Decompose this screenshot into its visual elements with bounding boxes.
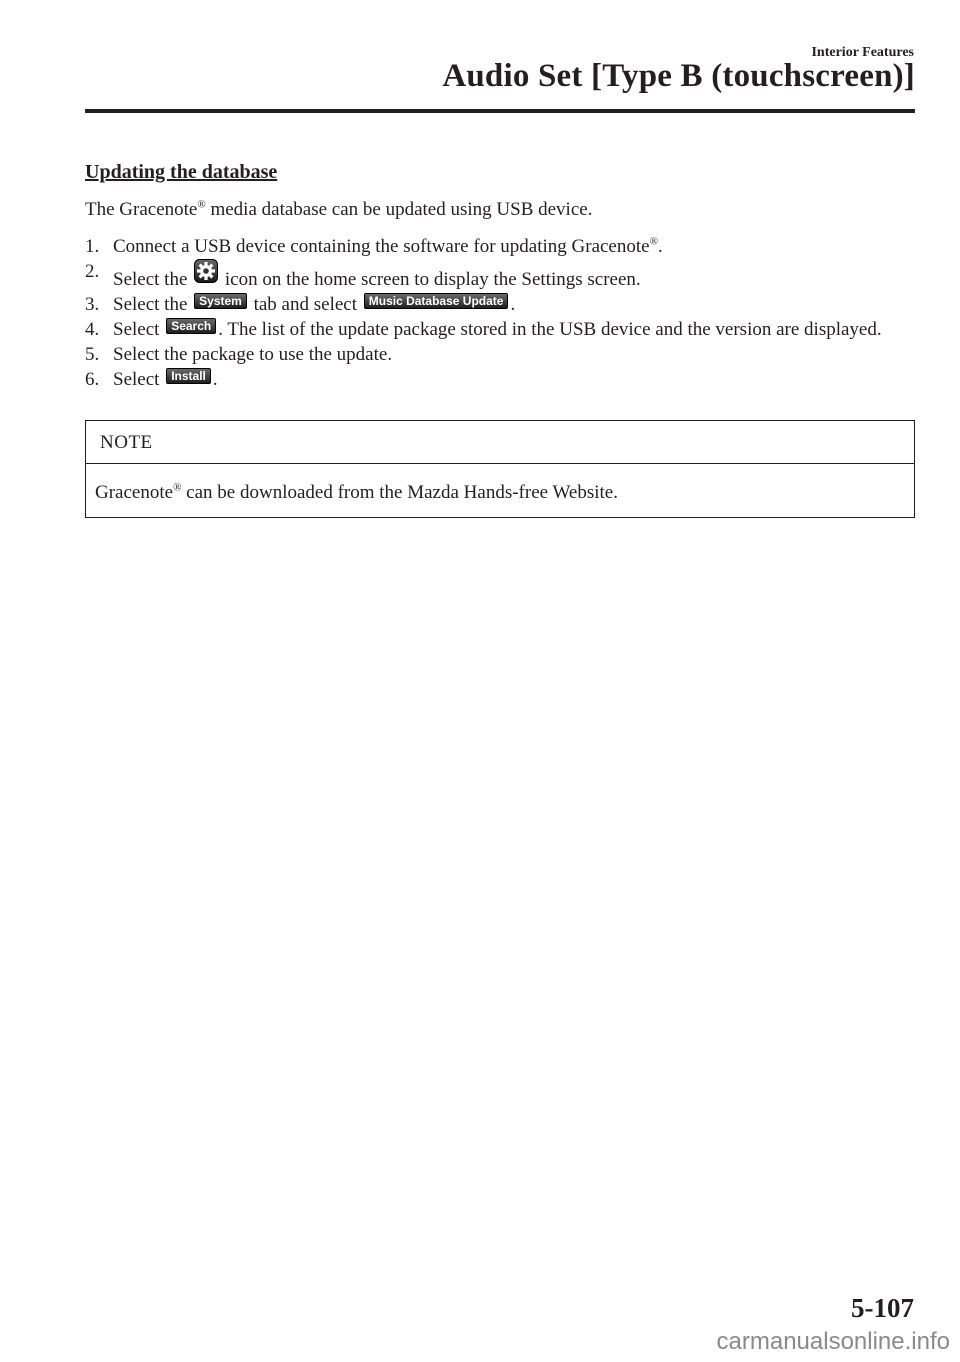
step-text-end: icon on the home screen to display the Settings screen. (220, 269, 641, 290)
gear-icon (194, 259, 218, 283)
step-number: 3. (85, 294, 100, 315)
watermark: carmanualsonline.info (716, 1328, 950, 1355)
step-item (85, 234, 915, 259)
note-text-end: can be downloaded from the Mazda Hands-free Website. (181, 482, 618, 503)
step-text: Select (113, 369, 165, 390)
step-number: 2. (85, 261, 100, 282)
note-heading: NOTE (86, 421, 914, 464)
search-button: Search (166, 318, 216, 334)
step-number: 6. (85, 369, 100, 390)
step-text-end: . (212, 369, 218, 390)
steps-list (85, 234, 915, 392)
step-number: 5. (85, 344, 100, 365)
page-number: 5-107 (851, 1293, 914, 1323)
subheading: Updating the database (85, 161, 278, 183)
step-item (85, 342, 915, 367)
step-item (85, 259, 915, 292)
step-number: 4. (85, 319, 100, 340)
intro-paragraph (85, 197, 915, 222)
registered-mark: ® (197, 198, 206, 211)
page-title: Audio Set [Type B (touchscreen)] (442, 58, 915, 94)
main-content (85, 160, 915, 518)
step-text: Select the package to use the update. (113, 344, 393, 365)
music-database-update-button: Music Database Update (364, 293, 509, 309)
registered-mark: ® (649, 235, 658, 248)
step-number: 1. (85, 236, 100, 257)
step-text: Select (113, 319, 165, 340)
step-text: Select the (113, 294, 193, 315)
system-tab-button: System (194, 293, 247, 309)
step-text: Connect a USB device containing the software for updating Gracenote (113, 236, 650, 257)
note-box (85, 420, 915, 518)
step-text-end: . The list of the update package stored in the USB device and the version are displayed. (218, 319, 882, 340)
step-text-mid: tab and select (248, 294, 362, 315)
step-item (85, 292, 915, 317)
registered-mark: ® (173, 481, 182, 494)
section-label: Interior Features (811, 45, 914, 60)
intro-text-end: media database can be updated using USB device. (205, 199, 593, 220)
note-text-start: Gracenote (95, 482, 174, 503)
note-text (86, 464, 914, 517)
step-text: Select the (113, 269, 193, 290)
header-rule (85, 109, 915, 113)
intro-text: The Gracenote (85, 199, 198, 220)
install-button: Install (166, 368, 211, 384)
step-text-end: . (657, 236, 663, 257)
step-text-end: . (510, 294, 516, 315)
step-item (85, 367, 915, 392)
step-item (85, 317, 915, 342)
